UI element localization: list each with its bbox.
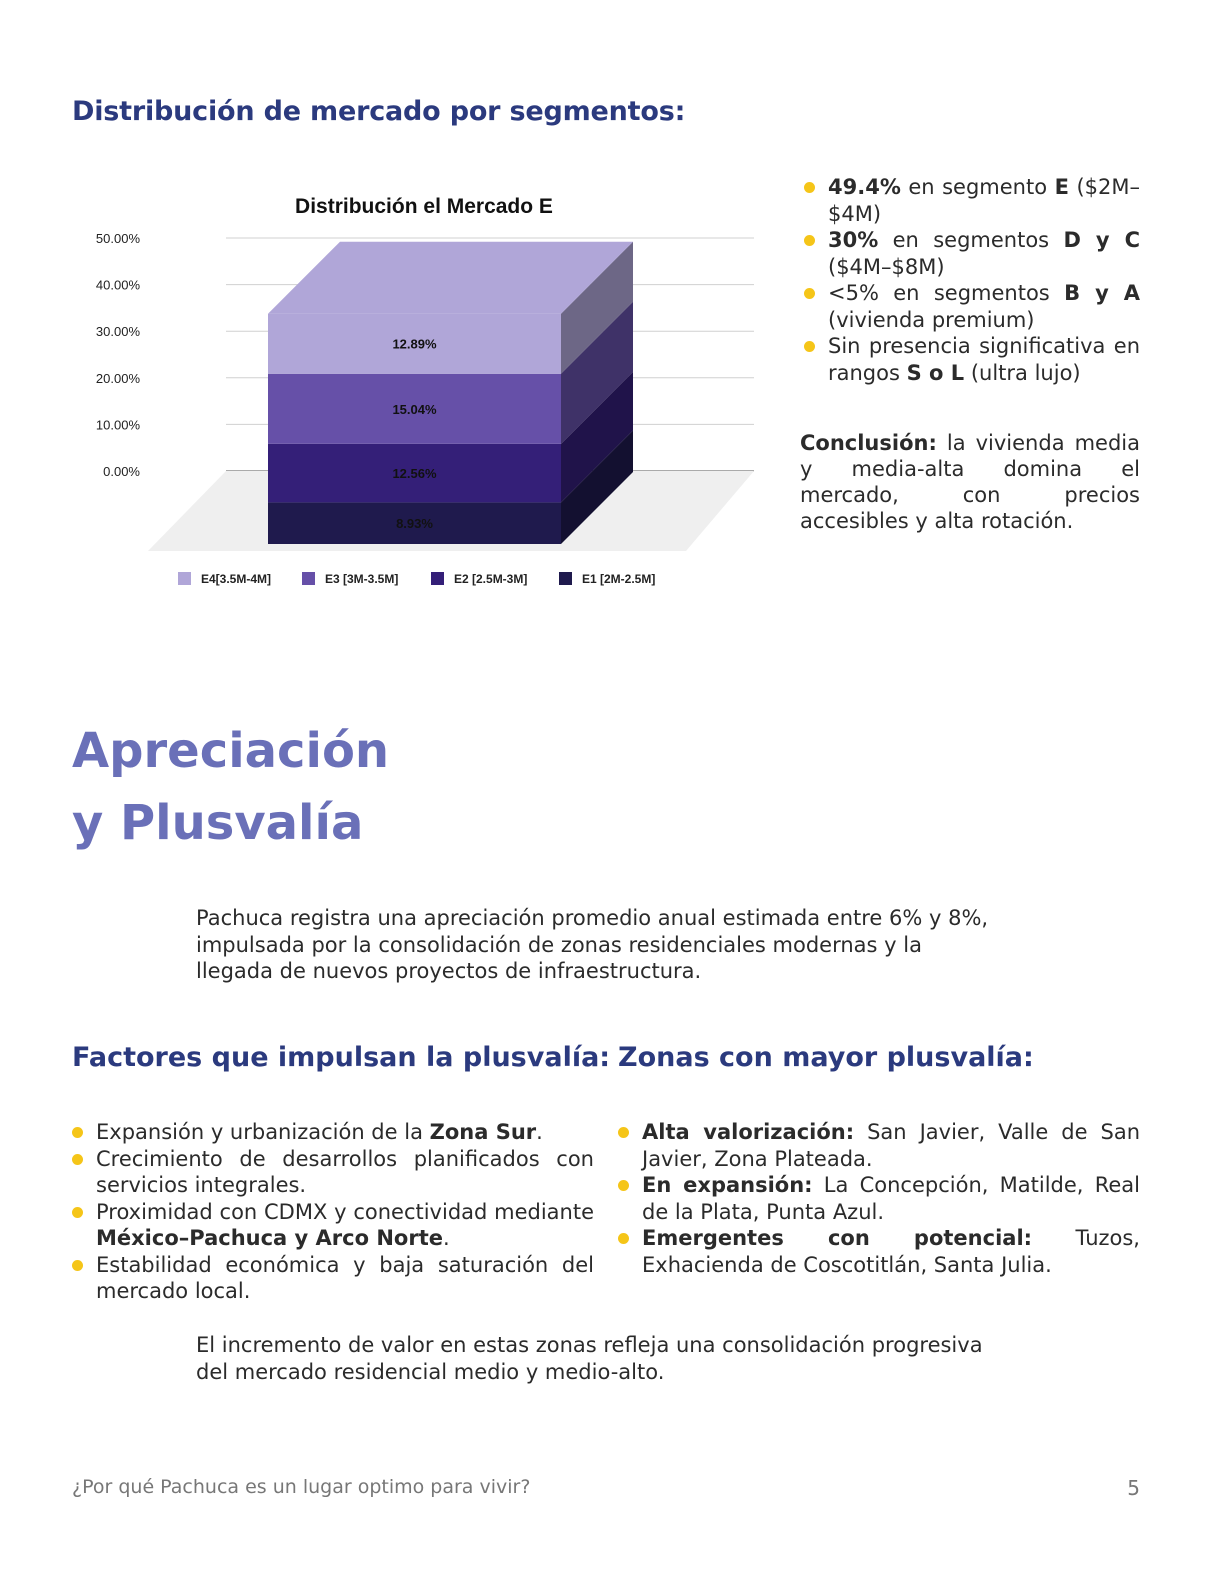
y-tick-label: 0.00% <box>103 464 140 479</box>
zones-heading: Zonas con mayor plusvalía: <box>618 1042 1034 1073</box>
y-tick-label: 10.00% <box>95 417 140 433</box>
legend-swatch <box>431 572 444 585</box>
data-label: 15.04% <box>392 401 437 417</box>
y-tick-label: 30.00% <box>95 324 140 340</box>
list-item: En expansión: La Concepción, Matilde, Real de la Plata, Punta Azul. <box>618 1172 1140 1225</box>
page-number: 5 <box>1127 1476 1140 1500</box>
title-line: y Plusvalía <box>72 795 364 851</box>
zones-list <box>618 1119 1140 1278</box>
data-label: 8.93% <box>396 516 433 532</box>
bullet-icon <box>72 1154 83 1165</box>
intro-paragraph: Pachuca registra una apreciación promedio anual estimada entre 6% y 8%, impulsada por la consolidación de zonas residenciales modernas y la llegada de nuevos proyectos de infraestructura. <box>196 906 989 983</box>
bullet-icon <box>804 235 815 246</box>
factors-heading: Factores que impulsan la plusvalía: <box>72 1042 611 1073</box>
bullet-icon <box>72 1207 83 1218</box>
bullet-icon <box>72 1127 83 1138</box>
page-title <box>72 715 389 859</box>
y-tick-label: 40.00% <box>95 277 140 293</box>
factors-list <box>72 1119 594 1305</box>
conclusion-paragraph: Conclusión: la vivienda media y media-alta domina el mercado, con precios accesibles y alta rotación. <box>800 431 1140 533</box>
bullet-icon <box>804 341 815 352</box>
list-item: Estabilidad económica y baja saturación del mercado local. <box>72 1252 594 1305</box>
list-item: <5% en segmentos B y A (vivienda premium) <box>804 280 1140 333</box>
data-label: 12.89% <box>392 336 437 352</box>
chart-canvas <box>78 180 778 600</box>
list-item: Emergentes con potencial: Tuzos, Exhacienda de Coscotitlán, Santa Julia. <box>618 1225 1140 1278</box>
legend-label: E3 [3M-3.5M] <box>325 572 399 586</box>
footer-text: ¿Por qué Pachuca es un lugar optimo para vivir? <box>72 1476 531 1498</box>
bullet-icon <box>72 1260 83 1271</box>
stacked-bar-chart <box>78 180 778 600</box>
list-item: 49.4% en segmento E ($2M–$4M) <box>804 174 1140 227</box>
bullet-icon <box>618 1180 629 1191</box>
chart-title: Distribución el Mercado E <box>295 195 553 218</box>
conclusion-label: Conclusión: <box>800 431 937 455</box>
bullet-icon <box>804 288 815 299</box>
bullet-icon <box>618 1127 629 1138</box>
list-item: Sin presencia significativa en rangos S o L (ultra lujo) <box>804 333 1140 386</box>
section-heading: Distribución de mercado por segmentos: <box>72 96 686 127</box>
bullet-icon <box>618 1233 629 1244</box>
legend-swatch <box>302 572 315 585</box>
legend-label: E4[3.5M-4M] <box>201 572 272 586</box>
list-item: Alta valorización: San Javier, Valle de San Javier, Zona Plateada. <box>618 1119 1140 1172</box>
list-item: Proximidad con CDMX y conectividad mediante México–Pachuca y Arco Norte. <box>72 1199 594 1252</box>
title-line: Apreciación <box>72 723 390 779</box>
y-tick-label: 20.00% <box>95 370 140 386</box>
list-item: Expansión y urbanización de la Zona Sur. <box>72 1119 594 1146</box>
bullet-icon <box>804 182 815 193</box>
legend-swatch <box>559 572 572 585</box>
segment-list <box>804 174 1140 386</box>
list-item: 30% en segmentos D y C ($4M–$8M) <box>804 227 1140 280</box>
y-tick-label: 50.00% <box>95 231 140 246</box>
data-label: 12.56% <box>392 466 437 482</box>
legend-label: E1 [2M-2.5M] <box>582 572 656 586</box>
legend-swatch <box>178 572 191 585</box>
closing-paragraph: El incremento de valor en estas zonas refleja una consolidación progresiva del mercado residencial medio y medio-alto. <box>196 1333 983 1384</box>
legend-label: E2 [2.5M-3M] <box>454 572 528 586</box>
list-item: Crecimiento de desarrollos planificados con servicios integrales. <box>72 1146 594 1199</box>
